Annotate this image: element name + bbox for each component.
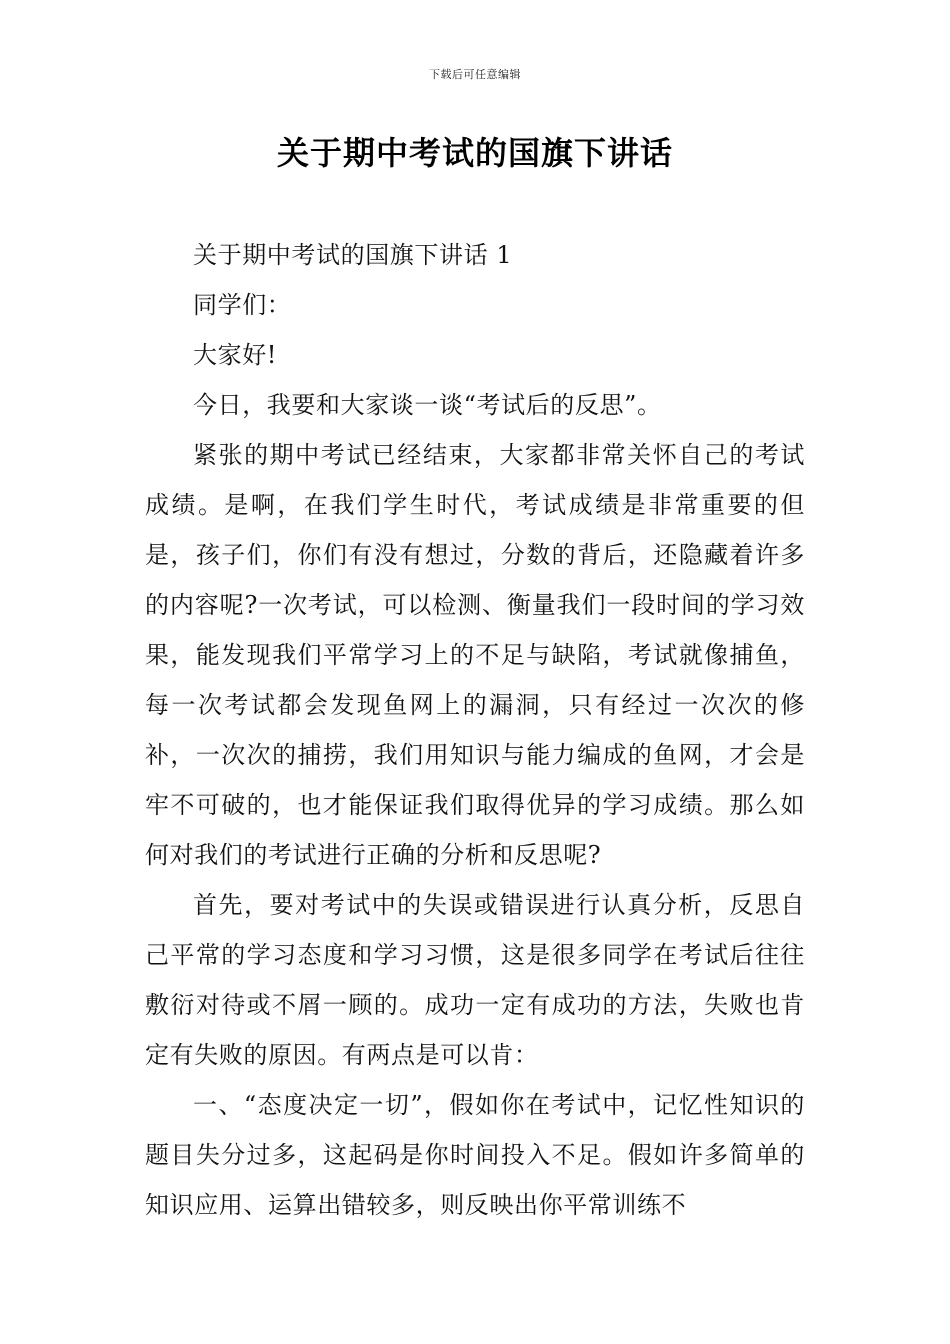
document-title: 关于期中考试的国旗下讲话	[276, 134, 673, 172]
salutation: 同学们：	[193, 291, 292, 319]
document-body	[145, 230, 805, 1230]
section-heading: 关于期中考试的国旗下讲话 1	[193, 241, 513, 269]
header-note: 下载后可任意编辑	[429, 68, 521, 81]
paragraph: 今日，我要和大家谈一谈“考试后的反思”。	[193, 391, 662, 419]
paragraph: 紧张的期中考试已经结束，大家都非常关怀自己的考试成绩。是啊，在我们学生时代，考试成绩是非常重要的但是，孩子们，你们有没有想过，分数的背后，还隐藏着许多的内容呢?一次考试，可以检测、衡量我们一段时间的学习效果，能发现我们平常学习上的不足与缺陷，考试就像捕鱼，每一次考试都会发现鱼网上的漏洞，只有经过一次次的修补，一次次的捕捞，我们用知识与能力编成的鱼网，才会是牢不可破的，也才能保证我们取得优异的学习成绩。那么如何对我们的考试进行正确的分析和反思呢?	[145, 441, 805, 869]
paragraph: 一、“态度决定一切”，假如你在考试中，记忆性知识的题目失分过多，这起码是你时间投入不足。假如许多简单的知识应用、运算出错较多，则反映出你平常训练不	[145, 1091, 805, 1219]
paragraph: 首先，要对考试中的失误或错误进行认真分析，反思自己平常的学习态度和学习习惯，这是很多同学在考试后往往敷衍对待或不屑一顾的。成功一定有成功的方法，失败也肯定有失败的原因。有两点是可以肯：	[145, 891, 805, 1069]
greeting: 大家好!	[193, 341, 278, 369]
